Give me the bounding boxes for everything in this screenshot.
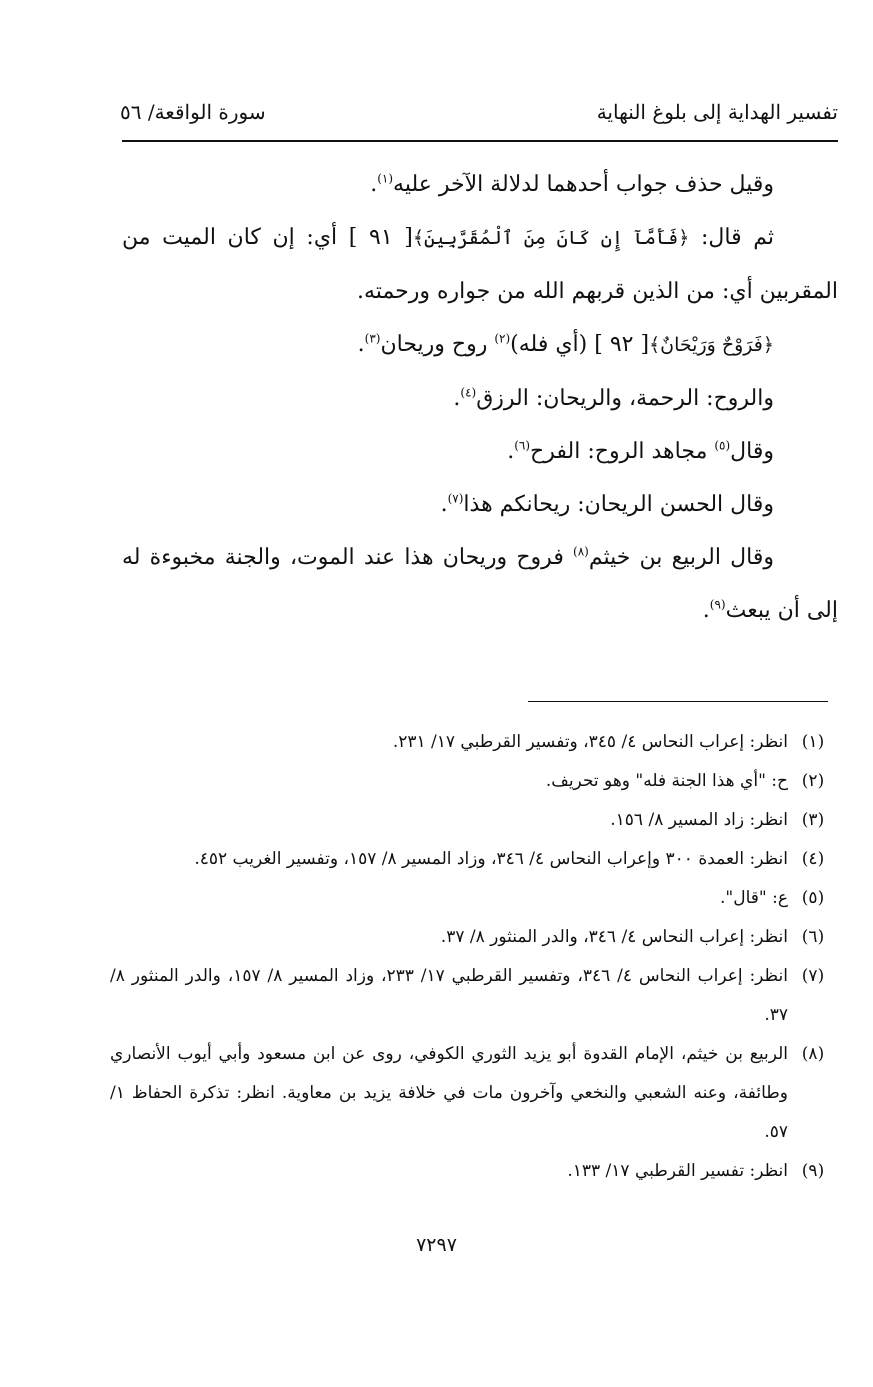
running-header	[120, 92, 838, 132]
footnote-number: (٦)	[801, 927, 825, 947]
surah-label: سورة الواقعة/ ٥٦	[120, 100, 266, 124]
footnote-ref-3: (٣)	[364, 331, 381, 346]
footnote-ref-2: (٢)	[494, 331, 511, 346]
footnote-text: انظر: إعراب النحاس ٤/ ٣٤٥، وتفسير القرطبي ١٧/ ٢٣١.	[392, 732, 788, 752]
footnote-text: انظر: العمدة ٣٠٠ وإعراب النحاس ٤/ ٣٤٦، وزاد المسير ٨/ ١٥٧، وتفسير الغريب ٤٥٢.	[194, 849, 788, 869]
footnote-item	[110, 957, 838, 1035]
quran-verse-92: ﴿فَرَوْحٌ وَرَيْحَانٌ﴾	[649, 334, 774, 356]
footnote-ref-8: (٨)	[573, 544, 589, 559]
footnote-number: (٣)	[801, 810, 825, 830]
main-text	[122, 158, 838, 637]
footnote-ref-7: (٧)	[447, 491, 464, 506]
paragraph-4: والروح: الرحمة، والريحان: الرزق$^{(٤)}$.	[453, 385, 774, 411]
footnote-item	[110, 723, 838, 762]
footnote-number: (٢)	[801, 771, 825, 791]
page-number: ٧٢٩٧	[416, 1234, 457, 1256]
footnote-number: (١)	[801, 732, 825, 752]
quran-verse-91: ﴿فَأَمَّآ إِن كَانَ مِنَ ٱلْمُقَرَّبِينَ﴾	[412, 227, 690, 249]
footnote-ref-1: (١)	[377, 171, 394, 186]
paragraph-6: وقال الحسن الريحان: ريحانكم هذا$^{(٧)}$.	[440, 491, 774, 517]
footnote-text: الربيع بن خيثم، الإمام القدوة أبو يزيد الثوري الكوفي، روى عن ابن مسعود وأبي أيوب الأنصاري وطائفة، وعنه الشعبي والنخعي وآخرون مات في خلافة يزيد بن معاوية. انظر: تذكرة الحفاظ ١/ ٥٧.	[110, 1044, 788, 1142]
footnote-item	[110, 1152, 838, 1191]
footnote-item	[110, 801, 838, 840]
footnote-text: انظر: إعراب النحاس ٤/ ٣٤٦، والدر المنثور ٨/ ٣٧.	[440, 927, 788, 947]
paragraph-5: وقال$^{(٥)}$ مجاهد الروح: الفرح$^{(٦)}$.	[507, 438, 774, 464]
footnote-item	[110, 762, 838, 801]
footnote-number: (٨)	[801, 1044, 825, 1064]
paragraph-1: وقيل حذف جواب أحدهما لدلالة الآخر عليه$^{(١)}$.	[370, 171, 774, 197]
footnote-ref-9: (٩)	[709, 597, 726, 612]
footnote-item	[110, 1035, 838, 1152]
footnotes-list	[110, 723, 838, 1191]
footnote-number: (٤)	[801, 849, 825, 869]
header-rule	[122, 140, 838, 142]
footnote-text: ح: "أي هذا الجنة فله" وهو تحريف.	[545, 771, 788, 791]
footnote-item	[110, 840, 838, 879]
footnote-ref-5: (٥)	[714, 438, 731, 453]
footnote-number: (٧)	[801, 966, 825, 986]
footnote-ref-4: (٤)	[460, 385, 477, 400]
footnote-text: انظر: زاد المسير ٨/ ١٥٦.	[610, 810, 788, 830]
book-title: تفسير الهداية إلى بلوغ النهاية	[596, 100, 838, 124]
footnote-number: (٥)	[801, 888, 825, 908]
footnote-text: ع: "قال".	[720, 888, 788, 908]
footnote-text: انظر: إعراب النحاس ٤/ ٣٤٦، وتفسير القرطبي ١٧/ ٢٣٣، وزاد المسير ٨/ ١٥٧، والدر المنثور ٨/ ٣٧.	[110, 966, 788, 1025]
footnote-ref-6: (٦)	[514, 438, 531, 453]
footnote-item	[110, 918, 838, 957]
paragraph-2: ثم قال: ﴿فَأَمَّآ إِن كَانَ مِنَ ٱلْمُقَرَّبِينَ﴾[ ٩١ ] أي: إن كان الميت من المقربين أي: من الذين قربهم الله من جواره ورحمته.	[122, 225, 838, 304]
paragraph-3: ﴿فَرَوْحٌ وَرَيْحَانٌ﴾[ ٩٢ ] (أي فله)$^{(٢)}$ روح وريحان$^{(٣)}$.	[357, 331, 774, 357]
footnote-text: انظر: تفسير القرطبي ١٧/ ١٣٣.	[567, 1161, 788, 1181]
paragraph-7: وقال الربيع بن خيثم$^{(٨)}$ فروح وريحان هذا عند الموت، والجنة مخبوءة له إلى أن يبعث$^{(٩)}$.	[122, 544, 838, 623]
footnote-item	[110, 879, 838, 918]
footnote-number: (٩)	[801, 1161, 825, 1181]
footnote-separator	[528, 701, 828, 702]
